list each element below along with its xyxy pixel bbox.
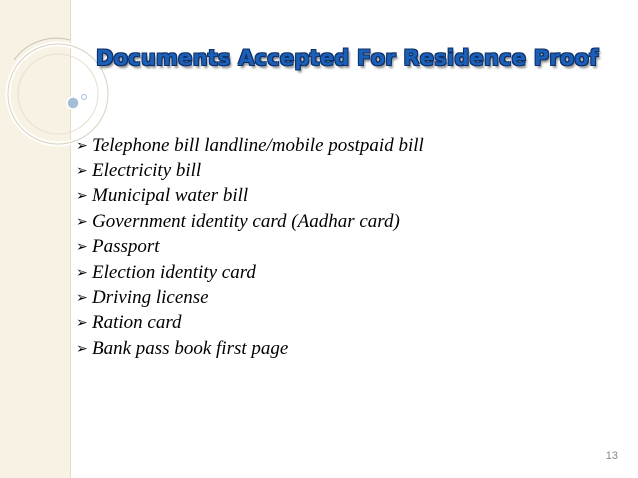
arrow-bullet-icon: ➢ xyxy=(76,188,88,205)
list-item xyxy=(76,235,424,260)
list-item xyxy=(76,336,424,361)
arrow-bullet-icon: ➢ xyxy=(76,213,88,230)
list-item-text: Ration card xyxy=(92,312,182,334)
list-item-text: Passport xyxy=(92,236,160,258)
list-item xyxy=(76,260,424,285)
arrow-bullet-icon: ➢ xyxy=(76,163,88,180)
arrow-bullet-icon: ➢ xyxy=(76,239,88,256)
list-item-text: Government identity card (Aadhar card) xyxy=(92,210,400,232)
list-item xyxy=(76,285,424,310)
arrow-bullet-icon: ➢ xyxy=(76,315,88,332)
slide-title: Documents Accepted For Residence Proof xyxy=(96,46,599,70)
list-item-text: Telephone bill landline/mobile postpaid bill xyxy=(92,134,424,156)
list-item-text: Electricity bill xyxy=(92,160,202,182)
list-item-text: Municipal water bill xyxy=(92,185,249,207)
page-number: 13 xyxy=(605,450,618,462)
list-item-text: Bank pass book first page xyxy=(92,337,289,359)
list-item xyxy=(76,133,424,158)
list-item-text: Driving license xyxy=(92,287,209,309)
arrow-bullet-icon: ➢ xyxy=(76,264,88,281)
arrow-bullet-icon: ➢ xyxy=(76,340,88,357)
arrow-bullet-icon: ➢ xyxy=(76,290,88,307)
list-item xyxy=(76,158,424,183)
residence-proof-list xyxy=(76,133,424,362)
list-item xyxy=(76,184,424,209)
list-item-text: Election identity card xyxy=(92,261,256,283)
list-item xyxy=(76,209,424,234)
list-item xyxy=(76,311,424,336)
arrow-bullet-icon: ➢ xyxy=(76,137,88,154)
